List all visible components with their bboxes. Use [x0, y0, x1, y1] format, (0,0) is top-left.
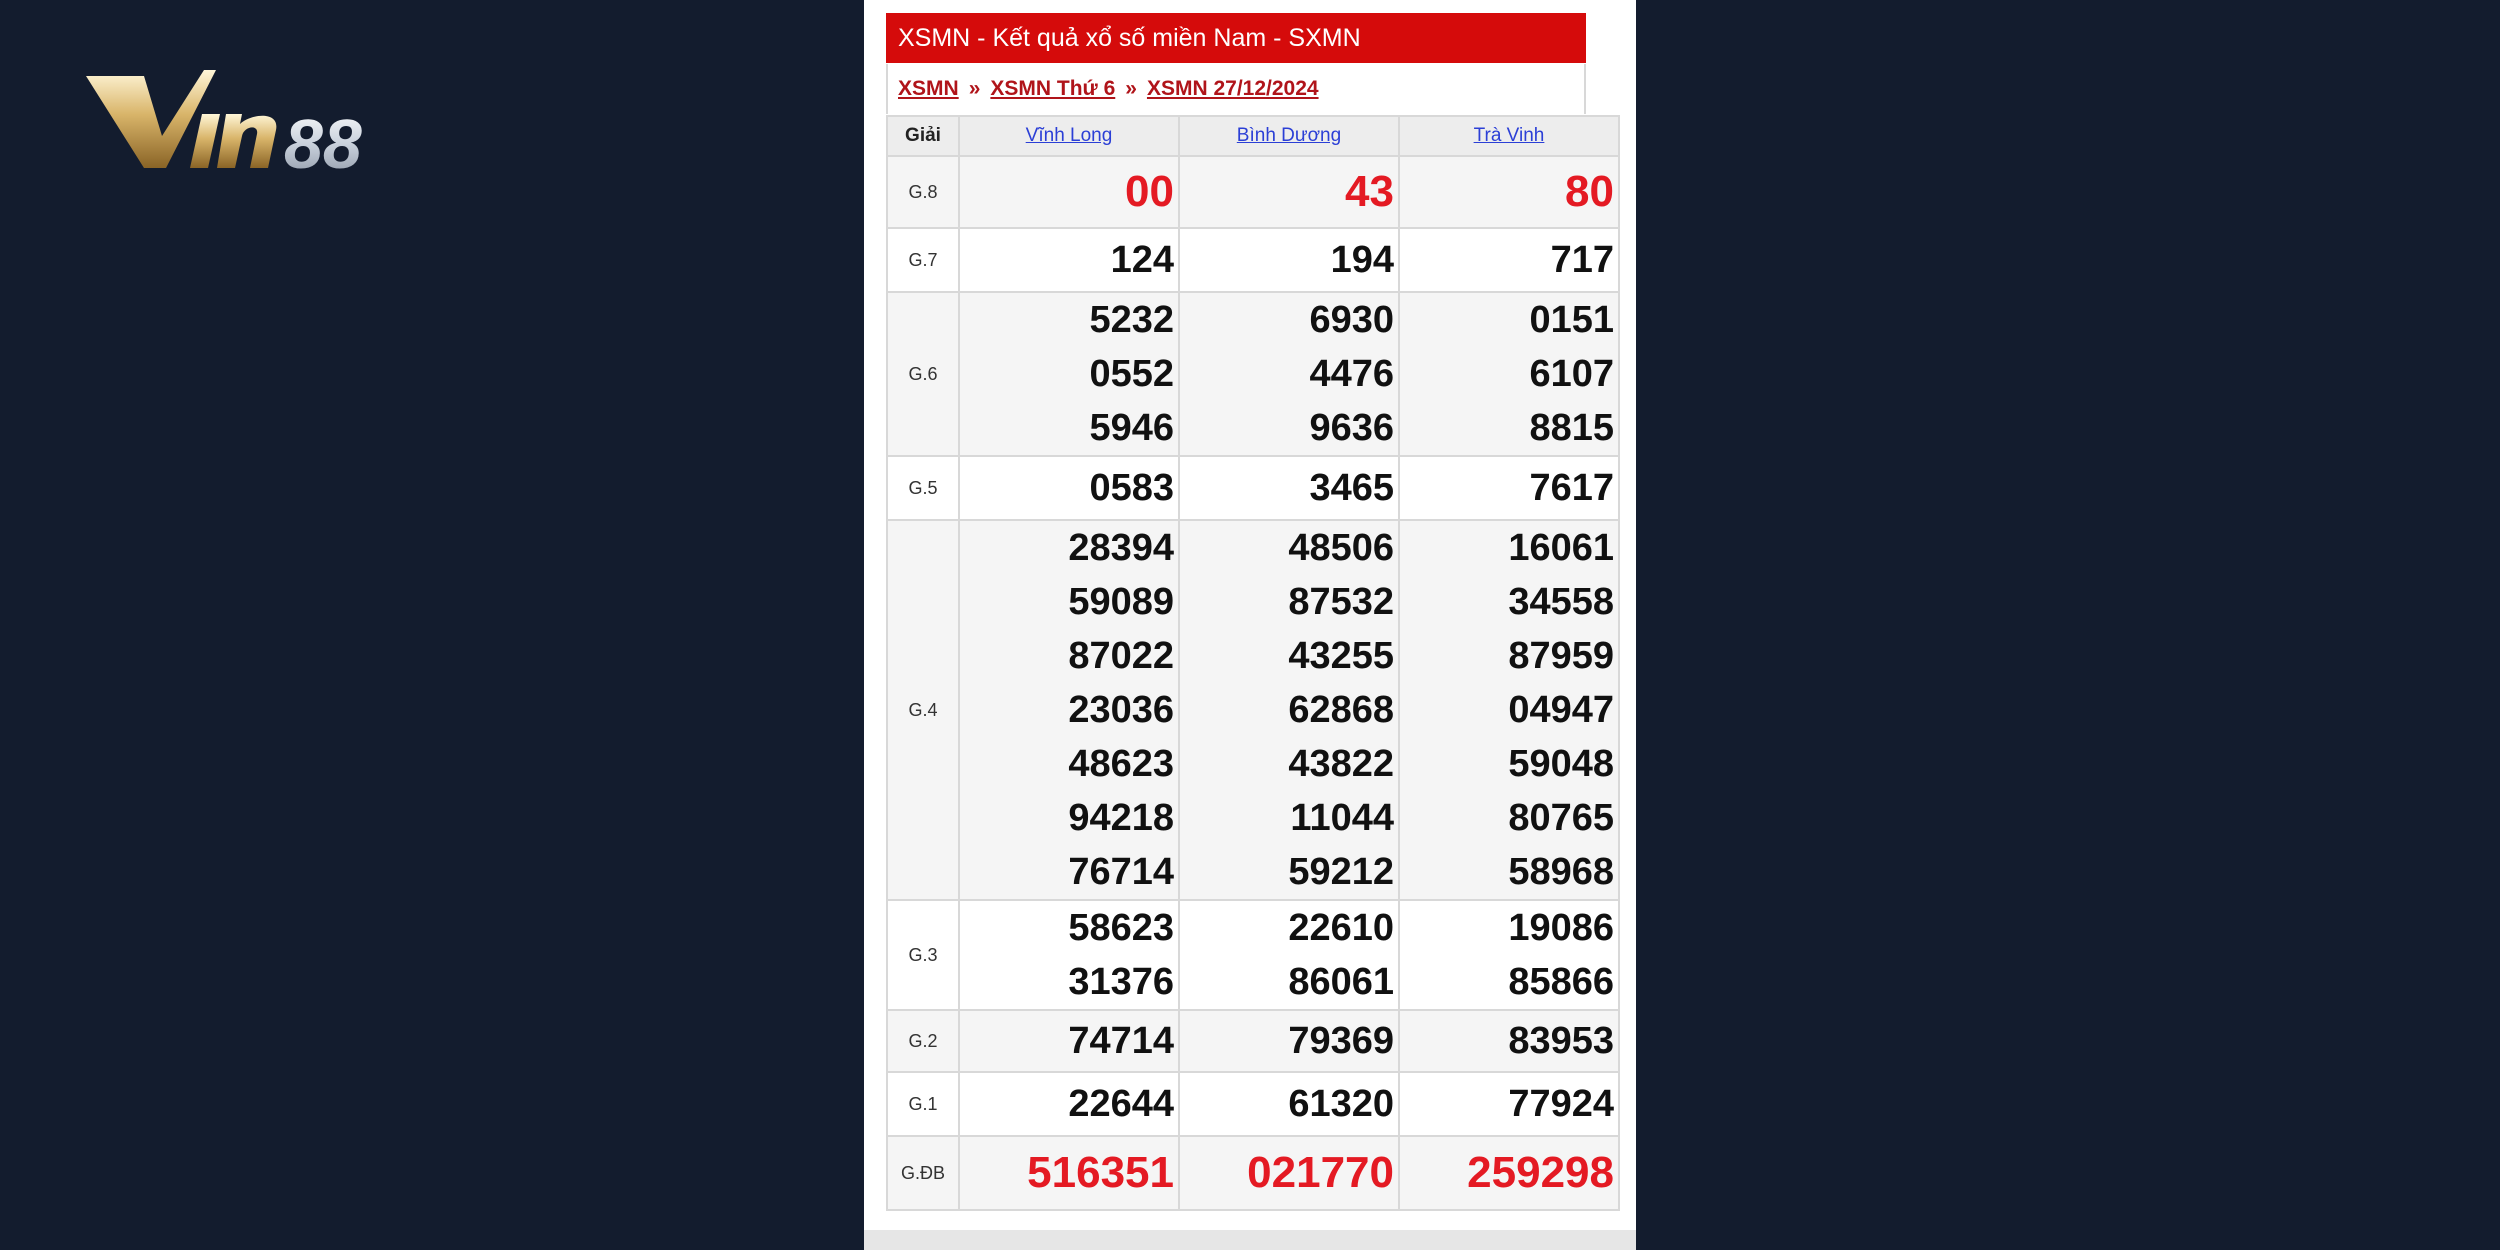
- breadcrumb-separator: »: [968, 77, 981, 100]
- result-cell: [1399, 228, 1619, 292]
- result-cell: [959, 228, 1179, 292]
- province-header: [959, 116, 1179, 156]
- result-number: 23036: [1068, 689, 1174, 731]
- table-row: [887, 292, 1619, 456]
- result-number: 43: [1345, 167, 1394, 216]
- province-header: [1399, 116, 1619, 156]
- prize-label: G.4: [887, 520, 959, 900]
- result-cell: [959, 520, 1179, 900]
- prize-label: G.ĐB: [887, 1136, 959, 1210]
- panel-footer-strip: [864, 1230, 1636, 1250]
- result-number: 79369: [1288, 1020, 1394, 1062]
- result-number: 43822: [1288, 743, 1394, 785]
- result-cell: [959, 1010, 1179, 1072]
- result-number: 6107: [1529, 353, 1614, 395]
- result-cell: [959, 292, 1179, 456]
- result-number: 19086: [1508, 907, 1614, 949]
- table-header-row: [887, 116, 1619, 156]
- result-cell: [1179, 156, 1399, 228]
- prize-label: G.3: [887, 900, 959, 1010]
- result-cell: [1399, 292, 1619, 456]
- table-row: [887, 456, 1619, 520]
- prize-label: G.5: [887, 456, 959, 520]
- result-number: 31376: [1068, 961, 1174, 1003]
- prize-label: G.7: [887, 228, 959, 292]
- breadcrumb: [886, 64, 1586, 114]
- result-cell: [1179, 1136, 1399, 1210]
- result-cell: [1399, 1072, 1619, 1136]
- result-number: 717: [1550, 239, 1614, 281]
- result-cell: [1179, 456, 1399, 520]
- result-cell: [1399, 156, 1619, 228]
- result-number: 6930: [1309, 299, 1394, 341]
- breadcrumb-xsmn[interactable]: XSMN: [898, 77, 959, 100]
- table-row: [887, 228, 1619, 292]
- result-number: 34558: [1508, 581, 1614, 623]
- result-number: 0583: [1089, 467, 1174, 509]
- result-cell: [1399, 1010, 1619, 1072]
- breadcrumb-separator: »: [1125, 77, 1137, 100]
- result-number: 94218: [1068, 797, 1174, 839]
- province-link-tra-vinh[interactable]: Trà Vinh: [1473, 125, 1545, 146]
- result-number: 87532: [1288, 581, 1394, 623]
- result-number: 48506: [1288, 527, 1394, 569]
- result-cell: [1399, 456, 1619, 520]
- result-cell: [959, 456, 1179, 520]
- result-number: 58623: [1068, 907, 1174, 949]
- table-row: [887, 1072, 1619, 1136]
- result-number: 28394: [1068, 527, 1174, 569]
- prize-label: G.6: [887, 292, 959, 456]
- result-cell: [1179, 228, 1399, 292]
- result-number: 22644: [1068, 1083, 1174, 1125]
- result-number: 48623: [1068, 743, 1174, 785]
- prize-label: G.8: [887, 156, 959, 228]
- table-row: [887, 1136, 1619, 1210]
- breadcrumb-xsmn-thu-6[interactable]: XSMN Thứ 6: [990, 77, 1116, 100]
- result-number: 0151: [1529, 299, 1614, 341]
- result-cell: [959, 156, 1179, 228]
- result-number: 00: [1125, 167, 1174, 216]
- result-cell: [1399, 520, 1619, 900]
- province-header: [1179, 116, 1399, 156]
- result-number: 22610: [1288, 907, 1394, 949]
- result-number: 9636: [1309, 407, 1394, 449]
- result-number: 194: [1330, 239, 1394, 281]
- result-number: 59048: [1508, 743, 1614, 785]
- result-number: 77924: [1508, 1083, 1614, 1125]
- results-panel: [864, 0, 1636, 1250]
- table-row: [887, 1010, 1619, 1072]
- result-cell: [959, 1072, 1179, 1136]
- result-cell: [1399, 900, 1619, 1010]
- result-number: 61320: [1288, 1083, 1394, 1125]
- result-cell: [1179, 1072, 1399, 1136]
- result-number: 3465: [1309, 467, 1394, 509]
- results-table: [886, 115, 1620, 1211]
- result-number: 0552: [1089, 353, 1174, 395]
- result-number: 59212: [1288, 851, 1394, 893]
- breadcrumb-xsmn-date[interactable]: XSMN 27/12/2024: [1146, 77, 1319, 100]
- page-title: XSMN - Kết quả xổ số miền Nam - SXMN: [886, 13, 1586, 63]
- prize-label: G.1: [887, 1072, 959, 1136]
- result-number: 87959: [1508, 635, 1614, 677]
- result-cell: [1179, 1010, 1399, 1072]
- result-cell: [959, 1136, 1179, 1210]
- result-number: 11044: [1290, 797, 1394, 839]
- result-number: 43255: [1288, 635, 1394, 677]
- result-number: 021770: [1247, 1148, 1394, 1197]
- result-number: 87022: [1068, 635, 1174, 677]
- result-number: 83953: [1508, 1020, 1614, 1062]
- province-link-binh-duong[interactable]: Bình Dương: [1236, 125, 1342, 146]
- results-body: [887, 156, 1619, 1210]
- result-number: 5232: [1089, 299, 1174, 341]
- result-cell: [1399, 1136, 1619, 1210]
- result-number: 7617: [1529, 467, 1614, 509]
- result-number: 16061: [1508, 527, 1614, 569]
- result-number: 516351: [1027, 1148, 1174, 1197]
- result-cell: [1179, 520, 1399, 900]
- table-row: [887, 900, 1619, 1010]
- result-number: 124: [1110, 239, 1174, 281]
- result-number: 4476: [1309, 353, 1394, 395]
- result-number: 80: [1565, 167, 1614, 216]
- prize-column-header: Giải: [887, 116, 959, 156]
- table-row: [887, 520, 1619, 900]
- result-cell: [1179, 292, 1399, 456]
- vin88-logo: [84, 66, 444, 182]
- result-number: 5946: [1089, 407, 1174, 449]
- result-number: 259298: [1467, 1148, 1614, 1197]
- result-number: 76714: [1068, 851, 1174, 893]
- result-number: 80765: [1508, 797, 1614, 839]
- result-cell: [1179, 900, 1399, 1010]
- result-number: 8815: [1529, 407, 1614, 449]
- result-number: 62868: [1288, 689, 1394, 731]
- result-cell: [959, 900, 1179, 1010]
- result-number: 85866: [1508, 961, 1614, 1003]
- result-number: 04947: [1508, 689, 1614, 731]
- svg-text:88: 88: [284, 105, 362, 182]
- vin88-logo-icon: [84, 66, 444, 182]
- result-number: 74714: [1068, 1020, 1174, 1062]
- province-link-vinh-long[interactable]: Vĩnh Long: [1025, 125, 1113, 146]
- result-number: 59089: [1068, 581, 1174, 623]
- table-row: [887, 156, 1619, 228]
- result-number: 86061: [1288, 961, 1394, 1003]
- prize-label: G.2: [887, 1010, 959, 1072]
- result-number: 58968: [1508, 851, 1614, 893]
